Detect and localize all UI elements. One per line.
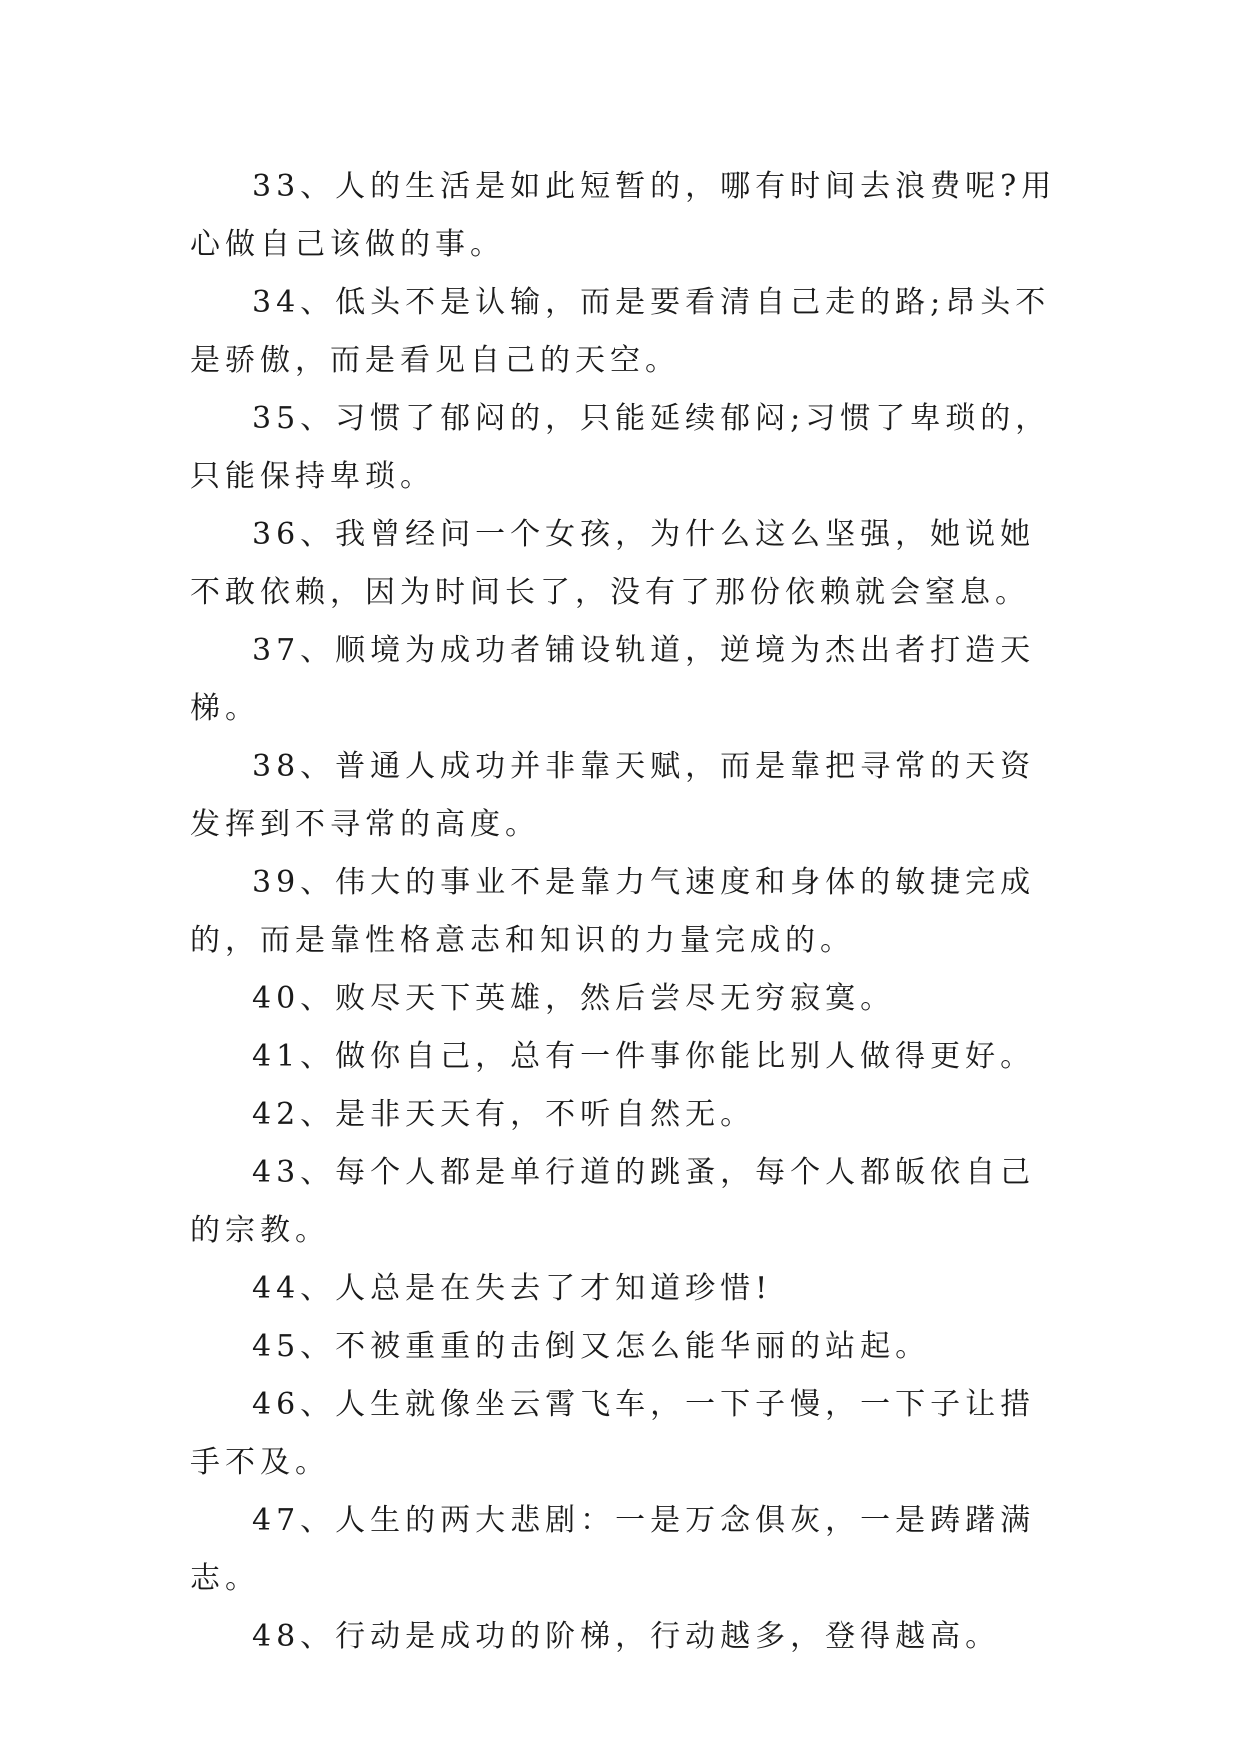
paragraph-36: 36、我曾经问一个女孩，为什么这么坚强，她说她不敢依赖，因为时间长了，没有了那份依赖就会窒息。 xyxy=(190,517,1036,610)
paragraph-45: 45、不被重重的击倒又怎么能华丽的站起。 xyxy=(252,1329,931,1364)
paragraph-46: 46、人生就像坐云霄飞车，一下子慢，一下子让措手不及。 xyxy=(190,1387,1036,1480)
paragraph-41: 41、做你自己，总有一件事你能比别人做得更好。 xyxy=(252,1039,1036,1074)
paragraph-48: 48、行动是成功的阶梯，行动越多，登得越高。 xyxy=(252,1619,1001,1654)
paragraph-38: 38、普通人成功并非靠天赋，而是靠把寻常的天资发挥到不寻常的高度。 xyxy=(190,749,1036,842)
paragraph-37: 37、顺境为成功者铺设轨道，逆境为杰出者打造天梯。 xyxy=(190,633,1036,726)
document-body xyxy=(190,158,1070,1666)
paragraph-44: 44、人总是在失去了才知道珍惜! xyxy=(252,1271,773,1306)
paragraph-47: 47、人生的两大悲剧：一是万念俱灰，一是踌躇满志。 xyxy=(190,1503,1036,1596)
paragraph-35: 35、习惯了郁闷的，只能延续郁闷;习惯了卑琐的，只能保持卑琐。 xyxy=(190,401,1051,494)
paragraph-42: 42、是非天天有，不听自然无。 xyxy=(252,1097,756,1132)
paragraph-40: 40、败尽天下英雄，然后尝尽无穷寂寞。 xyxy=(252,981,896,1016)
paragraph-43: 43、每个人都是单行道的跳蚤，每个人都皈依自己的宗教。 xyxy=(190,1155,1036,1248)
paragraph-39: 39、伟大的事业不是靠力气速度和身体的敏捷完成的，而是靠性格意志和知识的力量完成的。 xyxy=(190,865,1036,958)
paragraph-33: 33、人的生活是如此短暂的，哪有时间去浪费呢?用心做自己该做的事。 xyxy=(190,169,1057,262)
paragraph-34: 34、低头不是认输，而是要看清自己走的路;昂头不是骄傲，而是看见自己的天空。 xyxy=(190,285,1051,378)
